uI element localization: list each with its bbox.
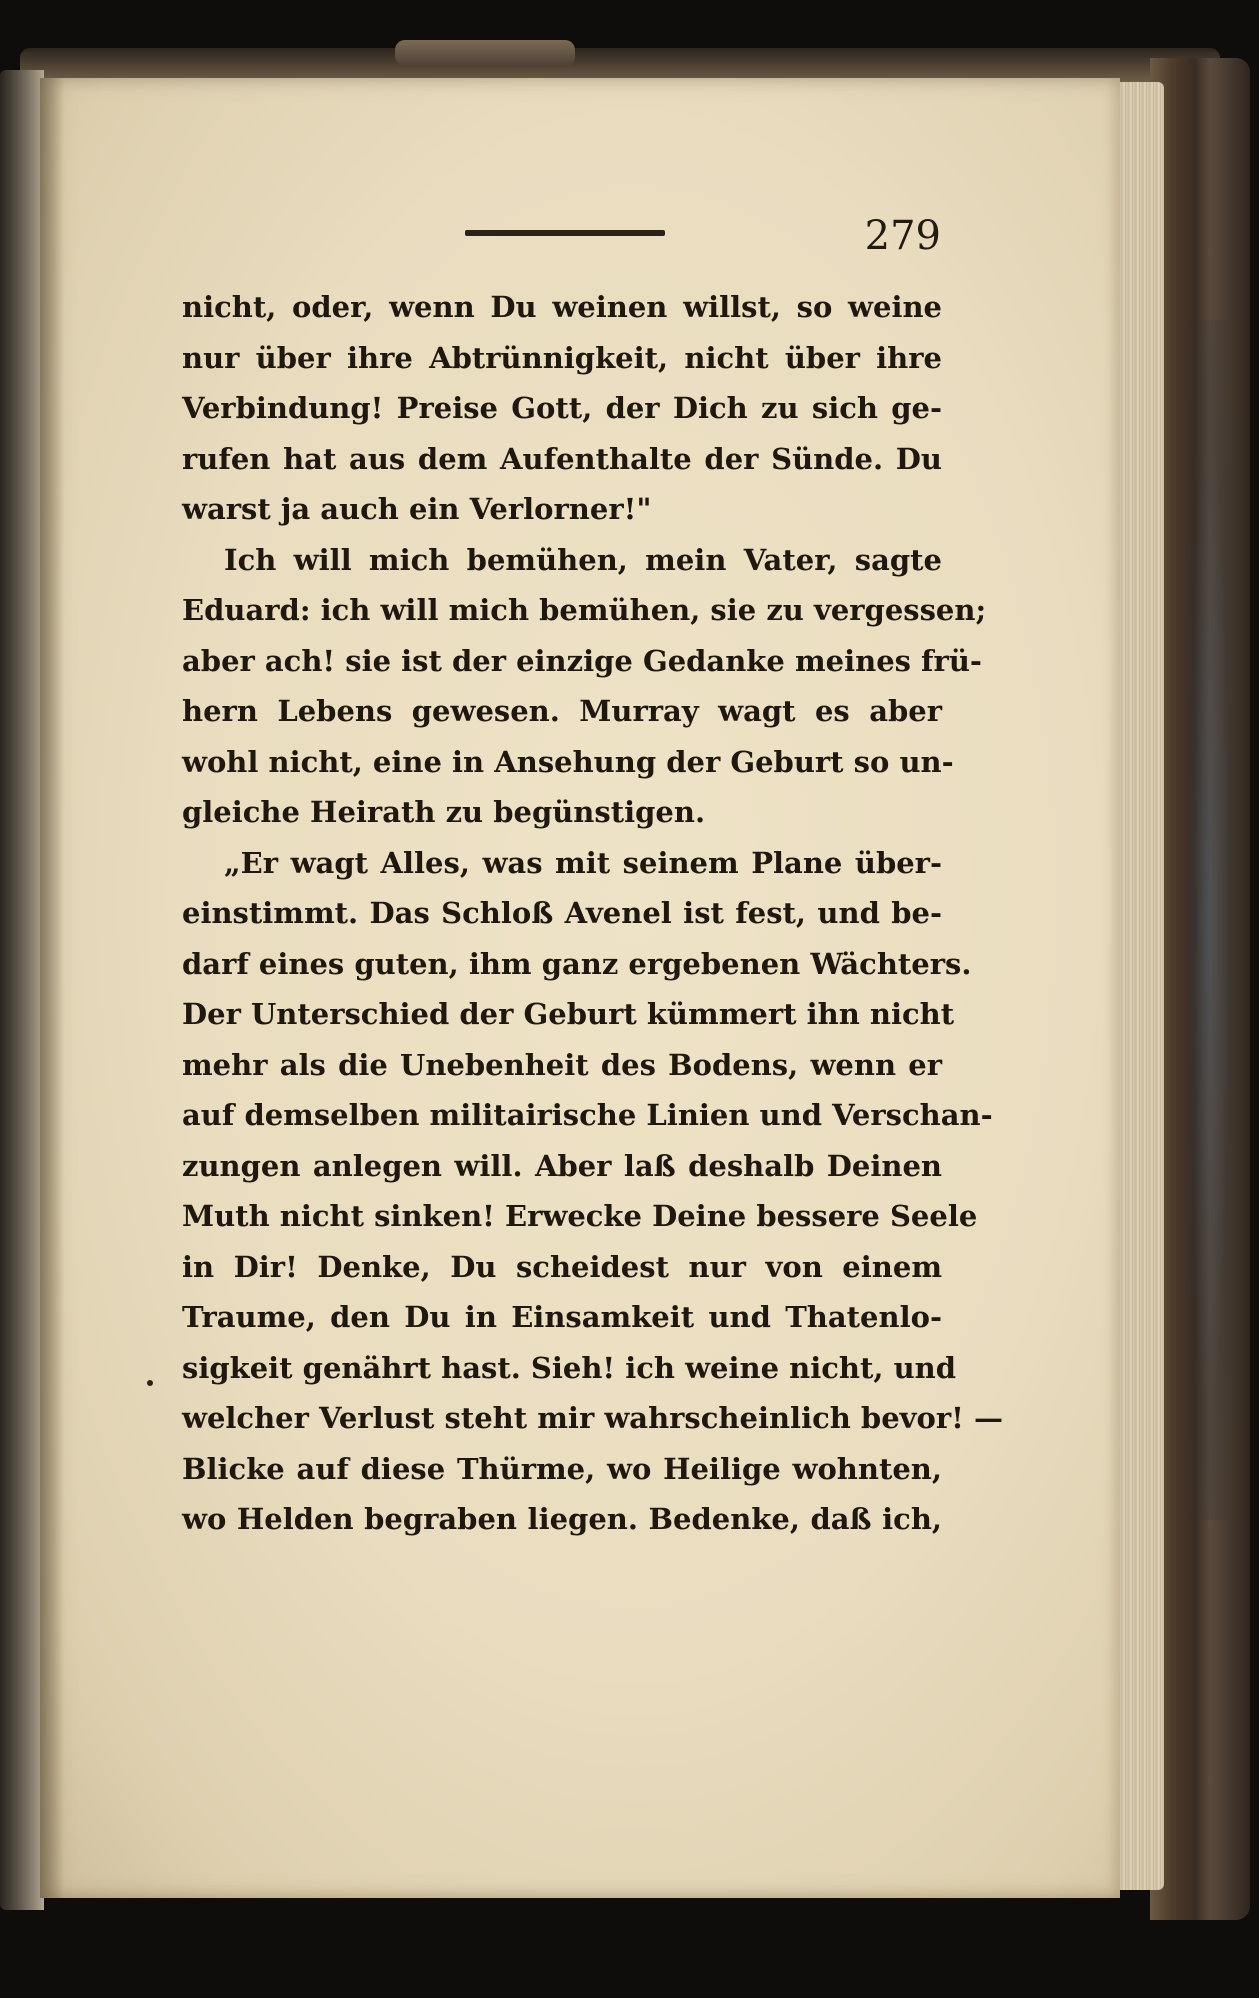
text-line: Verbindung! Preise Gott, der Dich zu sich ge- [182, 391, 942, 425]
text-line: Muth nicht sinken! Erwecke Deine bessere Seele [182, 1199, 978, 1233]
header-rule [465, 230, 665, 236]
cover-stain [1185, 320, 1233, 1520]
book-cover-left [0, 70, 44, 1910]
text-line: Ich will mich bemühen, mein Vater, sagte [224, 542, 942, 577]
text-line: einstimmt. Das Schloß Avenel ist fest, und be- [182, 896, 942, 930]
text-line: gleiche Heirath zu begünstigen. [182, 795, 706, 829]
text-line: „Er wagt Alles, was mit seinem Plane über- [224, 845, 942, 880]
gutter-shadow [40, 78, 64, 1898]
text-line: aber ach! sie ist der einzige Gedanke meines frü- [182, 643, 982, 678]
book-cover-top [20, 48, 1220, 82]
text-line: nicht, oder, wenn Du weinen willst, so weine [182, 290, 942, 324]
body-text [182, 282, 1003, 1545]
text-line: sigkeit genährt hast. Sieh! ich weine nicht, und [182, 1350, 957, 1385]
text-line: darf eines guten, ihm ganz ergebenen Wächters. [182, 946, 972, 981]
text-line: rufen hat aus dem Aufenthalte der Sünde. Du [182, 441, 942, 476]
text-line: Blicke auf diese Thürme, wo Heilige wohnten, [182, 1451, 942, 1486]
text-line: welcher Verlust steht mir wahrscheinlich bevor! — [182, 1401, 1003, 1435]
page-number: 279 [864, 213, 941, 259]
book-clasp [395, 40, 575, 66]
text-line: hern Lebens gewesen. Murray wagt es aber [182, 694, 942, 728]
text-line: auf demselben militairische Linien und Verschan- [182, 1098, 993, 1132]
text-line: mehr als die Unebenheit des Bodens, wenn er [182, 1047, 942, 1082]
text-line: zungen anlegen will. Aber laß deshalb Deinen [182, 1148, 942, 1183]
ink-speck [147, 1380, 153, 1386]
text-line: nur über ihre Abtrünnigkeit, nicht über ihre [182, 340, 942, 375]
text-line: in Dir! Denke, Du scheidest nur von einem [182, 1249, 942, 1284]
text-line: wohl nicht, eine in Ansehung der Geburt so un- [182, 744, 954, 779]
text-line: Der Unterschied der Geburt kümmert ihn nicht [182, 997, 955, 1031]
text-line: warst ja auch ein Verlorner!" [182, 492, 652, 526]
text-line: Eduard: ich will mich bemühen, sie zu vergessen; [182, 593, 987, 627]
text-line: Traume, den Du in Einsamkeit und Thatenlo- [182, 1300, 942, 1334]
text-line: wo Helden begraben liegen. Bedenke, daß ich, [182, 1502, 942, 1536]
